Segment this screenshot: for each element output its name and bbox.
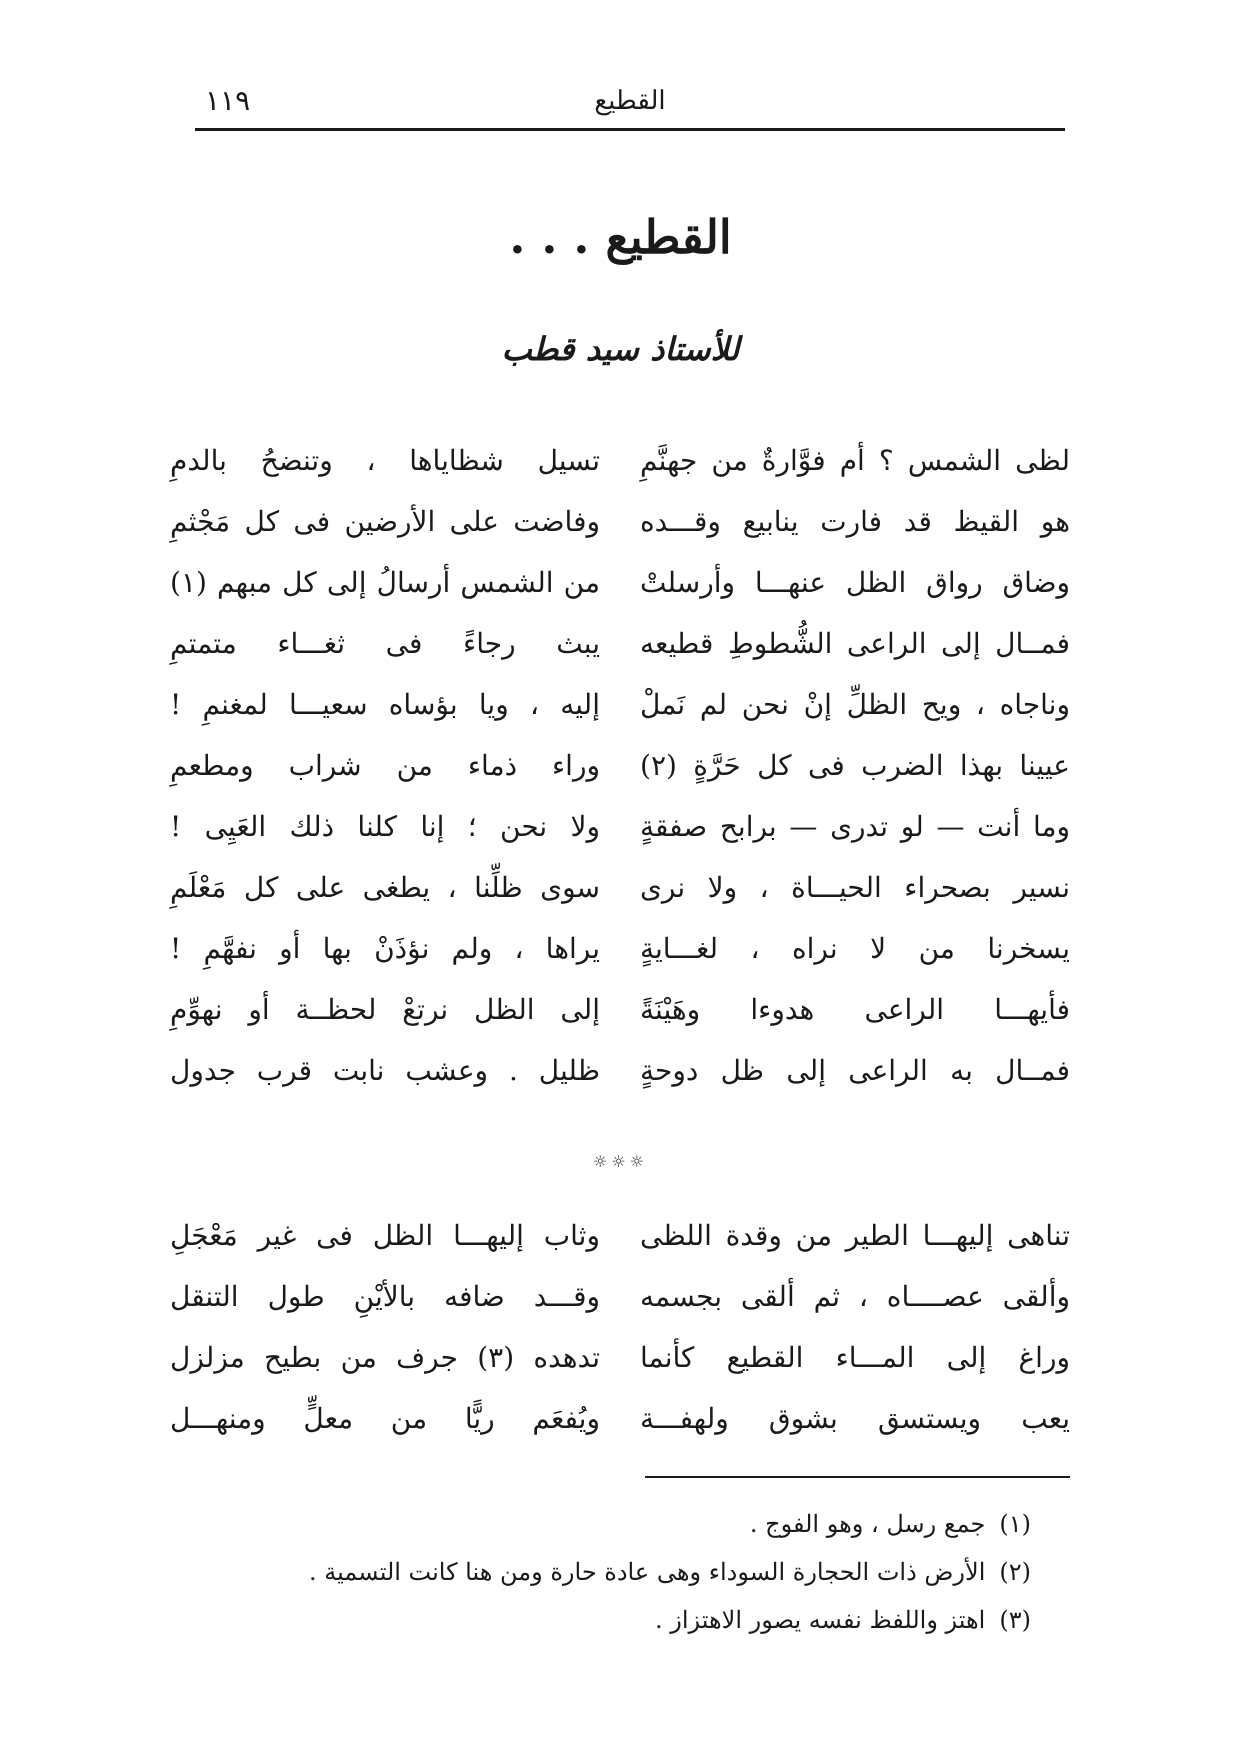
verse-first-hemistich: نسير بصحراء الحيـــاة ، ولا نرى	[640, 871, 1070, 904]
footnote-divider	[645, 1476, 1070, 1478]
verse-second-hemistich: إليه ، ويا بؤساه سعيـــا لمغنمِ !	[170, 688, 600, 721]
verse-second-hemistich: ظليل . وعشب نابت قرب جدول	[170, 1054, 600, 1087]
verse-second-hemistich: وثاب إليهـــا الظل فى غير مَعْجَلِ	[170, 1219, 600, 1252]
verse-first-hemistich: وراغ إلى المـــاء القطيع كأنما	[640, 1341, 1070, 1374]
verse-first-hemistich: لظى الشمس ؟ أم فوَّارةٌ من جهنَّمِ	[640, 444, 1070, 477]
verse-second-hemistich: يراها ، ولم نؤذَنْ بها أو نفهَّمِ !	[170, 932, 600, 965]
page-number: ١١٩	[205, 84, 251, 117]
verse	[170, 979, 1070, 1040]
verse-second-hemistich: تدهده (٣) جرف من بطيح مزلزل	[170, 1341, 600, 1374]
verse-first-hemistich: يسخرنا من لا نراه ، لغـــايةٍ	[640, 932, 1070, 965]
footnote-marker: (١)	[999, 1510, 1031, 1538]
stanza-separator: ☼☼☼	[592, 1152, 649, 1171]
footnote-text: الأرض ذات الحجارة السوداء وهى عادة حارة ومن هنا كانت التسمية .	[309, 1558, 986, 1586]
verse	[170, 735, 1070, 796]
verse	[170, 918, 1070, 979]
footnotes	[170, 1500, 1031, 1644]
poem-title: القطيع . . .	[509, 210, 732, 264]
verse-second-hemistich: سوى ظلِّنا ، يطغى على كل مَعْلَمِ	[170, 871, 600, 904]
verse	[170, 1327, 1070, 1388]
stanza-2	[170, 1205, 1070, 1449]
verse	[170, 796, 1070, 857]
footnote-marker: (٣)	[999, 1606, 1031, 1634]
verse-second-hemistich: إلى الظل نرتعْ لحظــة أو نهوِّمِ	[170, 993, 600, 1026]
running-title: القطيع	[594, 86, 666, 116]
verse	[170, 1266, 1070, 1327]
stanza-1	[170, 430, 1070, 1101]
verse-first-hemistich: تناهى إليهـــا الطير من وقدة اللظى	[640, 1219, 1070, 1252]
footnote	[170, 1548, 1031, 1596]
verse-first-hemistich: وألقى عصــــاه ، ثم ألقى بجسمه	[640, 1280, 1070, 1313]
verse-first-hemistich: فمــال إلى الراعى الشُّطوطِ قطيعه	[640, 627, 1070, 660]
footnote-marker: (٢)	[999, 1558, 1031, 1586]
verse-first-hemistich: يعب ويستسق بشوق ولهفـــة	[640, 1402, 1070, 1435]
verse-first-hemistich: فمــال به الراعى إلى ظل دوحةٍ	[640, 1054, 1070, 1087]
verse-first-hemistich: وضاق رواق الظل عنهـــا وأرسلتْ	[640, 566, 1070, 599]
author-byline: للأستاذ سيد قطب	[501, 330, 740, 368]
verse	[170, 491, 1070, 552]
verse	[170, 552, 1070, 613]
page-header	[195, 78, 1065, 131]
verse-second-hemistich: ولا نحن ؛ إنا كلنا ذلك العَيِى !	[170, 810, 600, 843]
verse	[170, 857, 1070, 918]
verse-second-hemistich: تسيل شظاياها ، وتنضحُ بالدمِ	[170, 444, 600, 477]
verse-first-hemistich: هو القيظ قد فارت ينابيع وقـــده	[640, 505, 1070, 538]
verse-second-hemistich: يبث رجاءً فى ثغـــاء متمتمِ	[170, 627, 600, 660]
verse	[170, 1388, 1070, 1449]
verse	[170, 613, 1070, 674]
verse	[170, 430, 1070, 491]
verse	[170, 1040, 1070, 1101]
verse-second-hemistich: من الشمس أرسالُ إلى كل مبهم (١)	[170, 566, 600, 599]
verse-second-hemistich: وقـــد ضافه بالأيْنِ طول التنقل	[170, 1280, 600, 1313]
verse-first-hemistich: فأيهـــا الراعى هدوءا وهَيْنَةً	[640, 993, 1070, 1026]
verse-second-hemistich: ويُفعَم ريًّا من معلٍّ ومنهـــل	[170, 1402, 600, 1435]
verse	[170, 1205, 1070, 1266]
verse	[170, 674, 1070, 735]
verse-second-hemistich: وفاضت على الأرضين فى كل مَجْثمِ	[170, 505, 600, 538]
verse-first-hemistich: وناجاه ، ويح الظلِّ إنْ نحن لم نَملْ	[640, 688, 1070, 721]
footnote	[170, 1500, 1031, 1548]
verse-second-hemistich: وراء ذماء من شراب ومطعمِ	[170, 749, 600, 782]
verse-first-hemistich: عيينا بهذا الضرب فى كل حَرَّةٍ (٢)	[640, 749, 1070, 782]
footnote-text: اهتز واللفظ نفسه يصور الاهتزاز .	[655, 1606, 986, 1634]
verse-first-hemistich: وما أنت — لو تدرى — برابح صفقةٍ	[640, 810, 1070, 843]
footnote-text: جمع رسل ، وهو الفوج .	[749, 1510, 986, 1538]
footnote	[170, 1596, 1031, 1644]
